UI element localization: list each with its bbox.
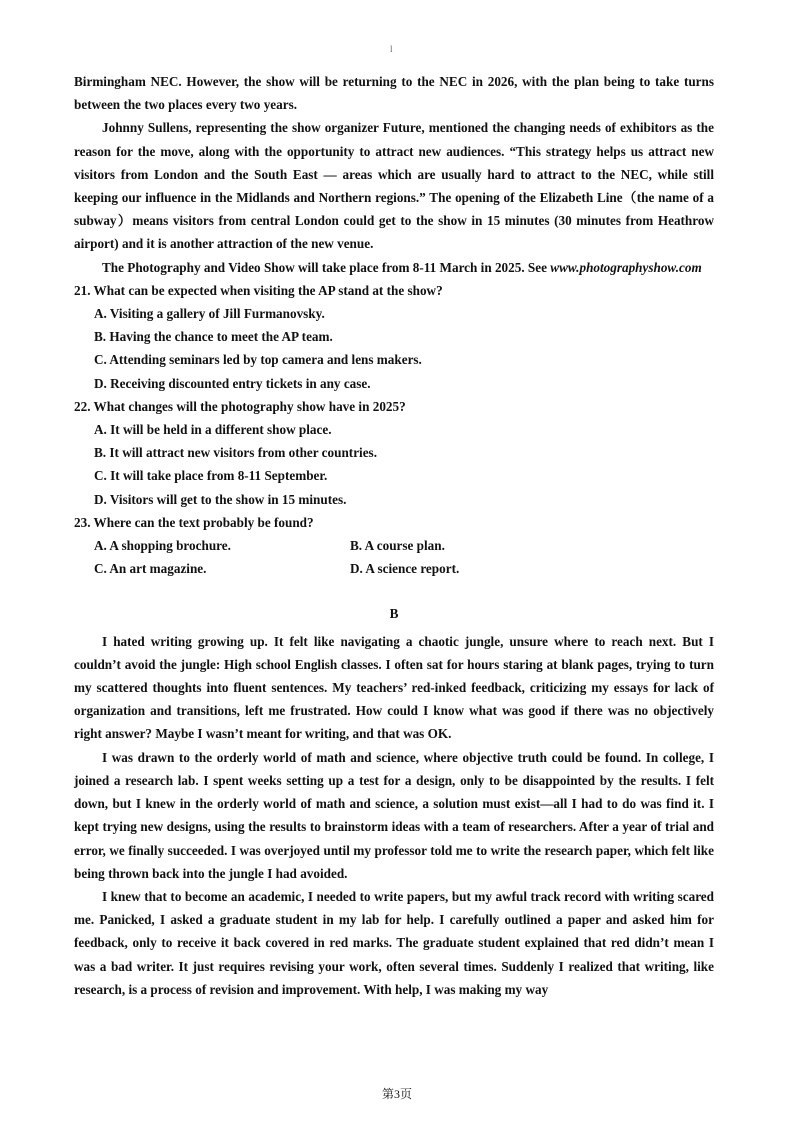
question-23-option-a: A. A shopping brochure.	[94, 538, 231, 554]
question-22	[74, 395, 714, 511]
question-23-option-d: D. A science report.	[350, 561, 460, 577]
question-22-option-d: D. Visitors will get to the show in 15 minutes.	[94, 491, 347, 507]
question-23-option-c: C. An art magazine.	[94, 561, 207, 577]
website-link[interactable]: www.photographyshow.com	[550, 259, 702, 275]
question-23-options-row-1	[74, 534, 714, 557]
section-b-heading: B	[389, 606, 399, 622]
question-21-option-a: A. Visiting a gallery of Jill Furmanovsky.	[94, 306, 325, 322]
question-22-stem: 22. What changes will the photography show have in 2025?	[74, 398, 406, 414]
passage-a-paragraph-2: Johnny Sullens, representing the show organizer Future, mentioned the changing needs of exhibitors as the reason for the move, along with the opportunity to attract new audiences. “This strategy helps us attract new visitors from London and the South East — areas which are usually hard to attract to the NEC, while still keeping our influence in the Midlands and Northern regions.” The opening of the Elizabeth Line（the name of a subway）means visitors from central London could get to the show in 15 minutes (30 minutes from Heathrow airport) and it is another attraction of the new venue.	[74, 120, 714, 252]
question-22-option-c: C. It will take place from 8-11 September.	[94, 468, 328, 484]
question-23-stem: 23. Where can the text probably be found?	[74, 514, 314, 530]
section-b-paragraph-3: I knew that to become an academic, I needed to write papers, but my awful track record with writing scared me. Panicked, I asked a graduate student in my lab for help. I carefully outlined a paper and asked him for feedback, only to receive it back covered in red marks. The graduate student explained that red didn’t mean I was a bad writer. It just requires revising your work, often several times. Suddenly I realized that writing, like research, is a process of revision and improvement. With help, I was making my way	[74, 888, 714, 997]
question-23	[74, 511, 714, 581]
question-21	[74, 279, 714, 395]
question-21-option-c: C. Attending seminars led by top camera and lens makers.	[94, 352, 422, 368]
question-22-option-a: A. It will be held in a different show place.	[94, 422, 332, 438]
question-23-options-row-2	[74, 557, 714, 580]
section-b-paragraph-1: I hated writing growing up. It felt like navigating a chaotic jungle, unsure where to reach next. But I couldn’t avoid the jungle: High school English classes. I often sat for hours staring at blank pages, trying to turn my scattered thoughts into fluent sentences. My teachers’ red-inked feedback, criticizing my essays for lack of organization and transitions, left me frustrated. How could I know what was good if there was no objectively right answer? Maybe I wasn’t meant for writing, and that was OK.	[74, 633, 714, 742]
passage-a-paragraph-3-text: The Photography and Video Show will take place from 8-11 March in 2025. See	[102, 259, 551, 275]
page-number: 第3页	[381, 1087, 412, 1101]
question-23-option-b: B. A course plan.	[350, 538, 445, 554]
passage-a-paragraph-3	[74, 256, 714, 279]
section-b-paragraph-2: I was drawn to the orderly world of math and science, where objective truth could be found. In college, I joined a research lab. I spent weeks setting up a test for a design, only to be disappointed by the results. I felt down, but I knew in the orderly world of math and science, a solution must exist—all I had to do was find it. I kept trying new designs, using the results to brainstorm ideas with a team of researchers. After a year of trial and error, we finally succeeded. I was overjoyed until my professor told me to write the research paper, which felt like being thrown back into the jungle I had avoided.	[74, 749, 714, 881]
question-21-option-d: D. Receiving discounted entry tickets in any case.	[94, 375, 371, 391]
document-body	[74, 70, 714, 1001]
question-21-option-b: B. Having the chance to meet the AP team.	[94, 329, 333, 345]
question-22-option-b: B. It will attract new visitors from other countries.	[94, 445, 377, 461]
page-top-mark: l	[390, 44, 393, 54]
passage-a-paragraph-1: Birmingham NEC. However, the show will be returning to the NEC in 2026, with the plan being to take turns between the two places every two years.	[74, 74, 714, 113]
question-21-stem: 21. What can be expected when visiting the AP stand at the show?	[74, 282, 443, 298]
